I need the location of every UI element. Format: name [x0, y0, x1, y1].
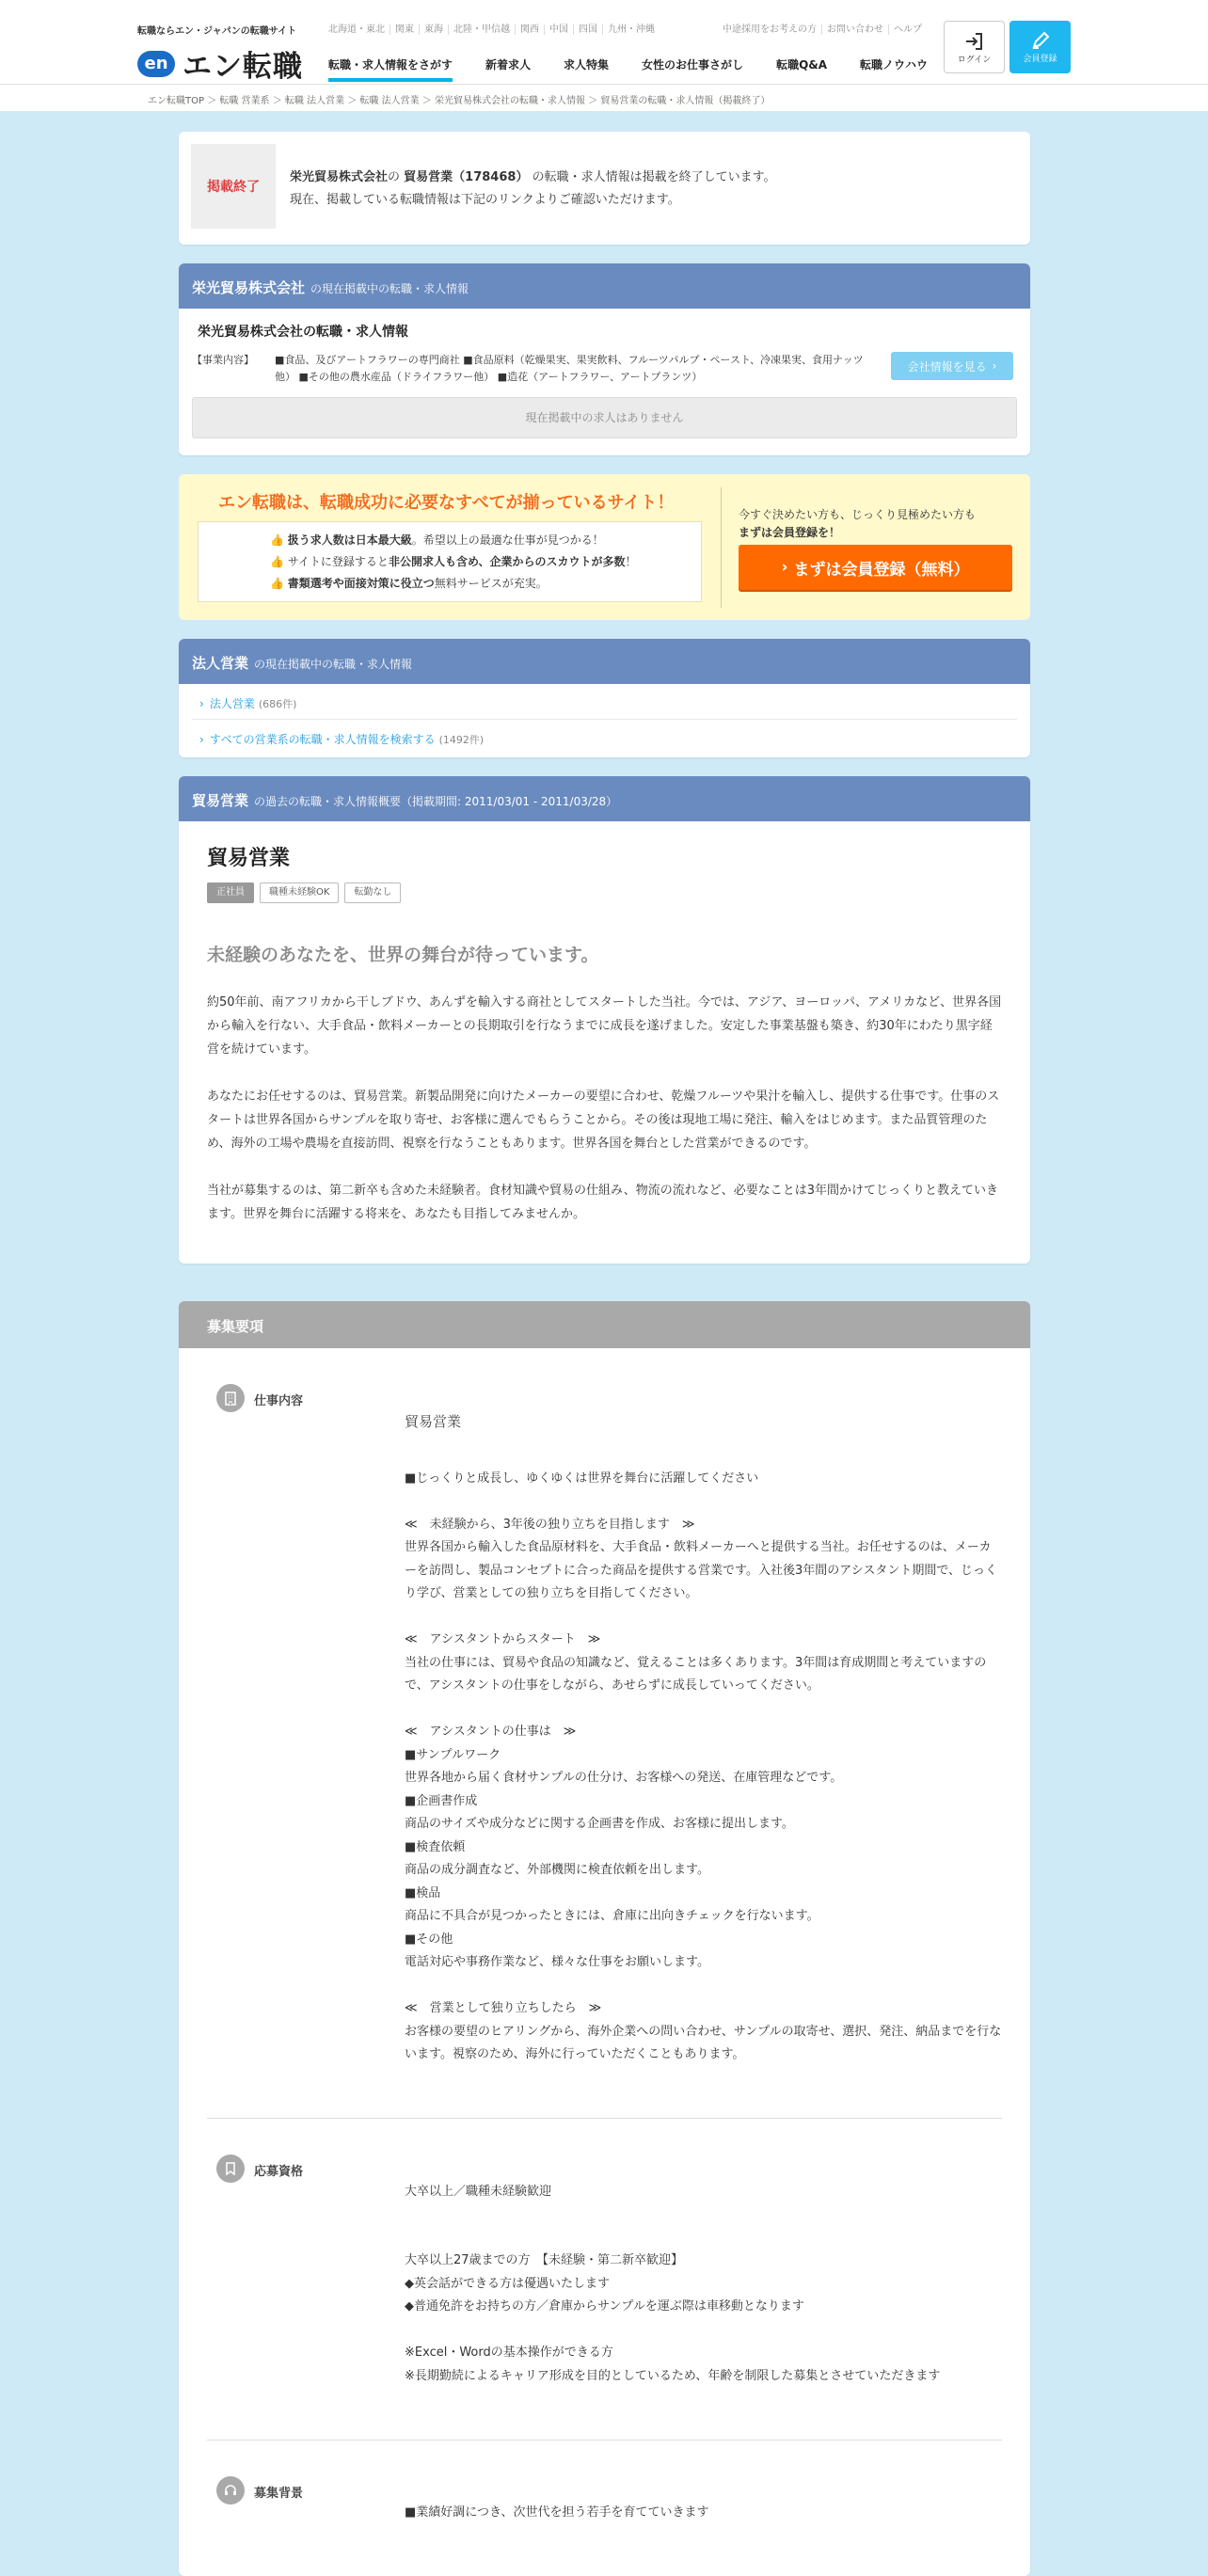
region-links: [328, 24, 660, 35]
company-info-button[interactable]: [891, 352, 1013, 380]
login-button[interactable]: [944, 21, 1005, 73]
global-nav: [328, 56, 961, 82]
register-free-button[interactable]: [739, 545, 1012, 590]
promo-features: [198, 521, 702, 602]
company-head-title: 栄光貿易株式会社: [192, 279, 305, 296]
utility-links: [723, 24, 927, 35]
business-description: ■食品、及びアートフラワーの専門商社 ■食品原料（乾燥果実、果実飲料、フルーツパルプ・ペースト、冷凍果実、食用ナッツ他） ■その他の農水産品（ドライフラワー他） ■造花（アートフラワー、アートプランツ）: [275, 352, 882, 386]
thumbs-up-icon: 👍: [270, 555, 288, 568]
category-head-suffix: の現在掲載中の転職・求人情報: [254, 658, 412, 671]
category-link[interactable]: › 法人営業 (686件): [192, 684, 1017, 720]
region-link[interactable]: 北海道・東北: [328, 24, 389, 35]
tag-no-transfer: 転勤なし: [344, 883, 401, 903]
summary-paragraph: 約50年前、南アフリカから干しブドウ、あんずを輸入する商社としてスタートした当社。今では、アジア、ヨーロッパ、アメリカなど、世界各国から輸入を行ない、大手食品・飲料メーカーとの長期取引を行なうまでに成長を遂げました。安定した事業基盤も築き、約30年にわたり黒字経営を続けています。: [207, 991, 1002, 1061]
requirements: [179, 1301, 1030, 2576]
tag-employment-type: 正社員: [207, 883, 254, 903]
req-label: 仕事内容: [254, 1384, 303, 1408]
region-link[interactable]: 北陸・甲信越: [448, 24, 515, 35]
promo-feature: 👍 書類選考や面接対策に役立つ無料サービスが充実。: [270, 573, 701, 595]
company-head-suffix: の現在掲載中の転職・求人情報: [310, 282, 469, 295]
register-label: 会員登録: [1023, 55, 1057, 64]
logo-text: エン転職: [183, 42, 303, 85]
job-title: 貿易営業: [207, 842, 1002, 871]
no-listings-message: 現在掲載中の求人はありません: [192, 397, 1017, 438]
req-first-line: ■業績好調につき、次世代を担う若手を育てていきます: [405, 2502, 1002, 2525]
region-link[interactable]: 中国: [544, 24, 573, 35]
promo-side-line1: 今すぐ決めたい方も、じっくり見極めたい方も: [739, 506, 976, 524]
chevron-right-icon: ›: [199, 697, 204, 710]
catch-copy: 未経験のあなたを、世界の舞台が待っています。: [207, 941, 1002, 966]
job-tags: [207, 883, 1002, 903]
summary-paragraph: 当社が募集するのは、第二新卒も含めた未経験者。食材知識や貿易の仕組み、物流の流れなど、必要なことは3年間かけてじっくりと教えていきます。世界を舞台に活躍する将来を、あなたも目指してみませんか。: [207, 1179, 1002, 1226]
promo-banner: [179, 474, 1030, 620]
region-link[interactable]: 関西: [515, 24, 544, 35]
req-label: 募集背景: [254, 2476, 303, 2501]
ended-job: 貿易営業（178468）: [404, 170, 528, 184]
req-first-line: 貿易営業: [405, 1410, 1002, 1434]
nav-women-jobs[interactable]: 女性のお仕事さがし: [642, 56, 743, 82]
bookmark-icon: [216, 2155, 245, 2183]
region-link[interactable]: 東海: [419, 24, 448, 35]
req-first-line: 大卒以上／職種未経験歓迎: [405, 2181, 1002, 2204]
nav-knowhow[interactable]: 転職ノウハウ: [860, 56, 928, 82]
req-label: 応募資格: [254, 2155, 303, 2179]
promo-title: エン転職は、転職成功に必要なすべてが揃っているサイト！: [218, 489, 674, 514]
promo-feature: 👍 サイトに登録すると非公開求人も含め、企業からのスカウトが多数！: [270, 551, 701, 573]
recruiter-link[interactable]: 中途採用をお考えの方: [723, 24, 821, 35]
promo-divider: [721, 487, 722, 608]
nav-search-jobs[interactable]: 転職・求人情報をさがす: [328, 56, 453, 82]
category-section-head: [179, 639, 1030, 684]
tag-inexperienced-ok: 職種未経験OK: [260, 883, 339, 903]
headset-icon: [216, 2476, 245, 2504]
req-row-background: [207, 2441, 1002, 2576]
chevron-right-icon: ›: [993, 359, 997, 373]
logo[interactable]: [137, 23, 303, 85]
region-link[interactable]: 関東: [389, 24, 419, 35]
login-label: ログイン: [958, 56, 992, 65]
chevron-right-icon: ›: [781, 558, 787, 577]
region-link[interactable]: 九州・沖縄: [602, 24, 660, 35]
thumbs-up-icon: 👍: [270, 577, 288, 590]
building-icon: [216, 1384, 245, 1412]
nav-new-jobs[interactable]: 新着求人: [485, 56, 531, 82]
summary-paragraph: あなたにお任せするのは、貿易営業。新製品開発に向けたメーカーの要望に合わせ、乾燥フルーツや果汁を輸入し、提供する仕事です。仕事のスタートは世界各国からサンプルを取り寄せ、お客様に選んでもらうことから。その後は現地工場に発注、輸入をはじめます。また品質管理のため、海外の工場や農場を直接訪問、視察を行なうこともあります。世界各国を舞台とした営業ができるのです。: [207, 1085, 1002, 1155]
logo-tagline: 転職ならエン・ジャパンの転職サイト: [137, 23, 303, 37]
ended-badge: 掲載終了: [191, 144, 276, 229]
contact-link[interactable]: お問い合わせ: [821, 24, 888, 35]
listing-ended-notice: [179, 132, 1030, 245]
category-head-title: 法人営業: [192, 655, 248, 672]
ended-company: 栄光貿易株式会社: [290, 170, 388, 184]
help-link[interactable]: ヘルプ: [888, 24, 927, 35]
requirements-head: 募集要項: [179, 1301, 1030, 1348]
company-current-listings: [179, 263, 1030, 455]
nav-features[interactable]: 求人特集: [564, 56, 609, 82]
promo-side-text: [739, 506, 976, 542]
main-content: [179, 132, 1030, 2576]
ended-message-line2: 現在、掲載している転職情報は下記のリンクよりご確認いただけます。: [290, 189, 776, 212]
summary-section-head: [179, 776, 1030, 821]
all-sales-link[interactable]: › すべての営業系の転職・求人情報を検索する (1492件): [192, 720, 1017, 755]
ended-message: の転職・求人情報は掲載を終了しています。: [532, 170, 776, 184]
company-section-head: [179, 263, 1030, 309]
promo-side-line2: まずは会員登録を！: [739, 526, 840, 539]
site-header: [0, 0, 1208, 85]
req-row-qualifications: [207, 2119, 1002, 2441]
chevron-right-icon: ›: [199, 733, 204, 746]
company-info-label: 会社情報を見る: [908, 358, 987, 374]
summary-head-suffix: の過去の転職・求人情報概要（掲載期間: 2011/03/01 - 2011/03/28）: [254, 795, 617, 808]
company-listing-title: 栄光貿易株式会社の転職・求人情報: [192, 322, 1017, 341]
promo-feature: 👍 扱う求人数は日本最大級。希望以上の最適な仕事が見つかる！: [270, 530, 701, 551]
pencil-icon: [1029, 29, 1052, 52]
register-button[interactable]: [1009, 21, 1071, 73]
register-free-label: まずは会員登録（無料）: [794, 556, 970, 580]
en-logo-mark: en: [137, 51, 175, 77]
category-current-listings: [179, 639, 1030, 757]
breadcrumb[interactable]: エン転職TOP ＞ 転職 営業系 ＞ 転職 法人営業 ＞ 転職 法人営業 ＞ 栄光貿易株式会社の転職・求人情報 ＞ 貿易営業の転職・求人情報（掲載終了）: [0, 85, 1208, 111]
ended-particle: の: [388, 170, 400, 184]
region-link[interactable]: 四国: [573, 24, 602, 35]
summary-head-title: 貿易営業: [192, 792, 248, 809]
req-body-text: 大卒以上27歳までの方 【未経験・第二新卒歓迎】 ◆英会話ができる方は優遇いたします ◆普通免許をお持ちの方／倉庫からサンプルを運ぶ際は車移動となります ※Excel・Wordの基本操作ができる方 ※長期勤続によるキャリア形成を目的としているため、年齢を制限した募集とさせていただきます: [405, 2227, 1002, 2389]
login-icon: [963, 30, 986, 53]
nav-qa[interactable]: 転職Q&A: [776, 56, 827, 82]
business-label: 【事業内容】: [192, 352, 254, 367]
req-body-text: ■じっくりと成長し、ゆくゆくは世界を舞台に活躍してください ≪ 未経験から、3年後の独り立ちを目指します ≫ 世界各国から輸入した食品原材料を、大手食品・飲料メーカーへと提供する当社。お任せするのは、メーカーを訪問し、製品コンセプトに合った商品を提供する営業です。入社後3年間のアシスタント期間で、じっくり学び、営業としての独り立ちを目指してください。 ≪ アシスタントからスタート ≫ 当社の仕事には、貿易や食品の知識など、覚えることは多くあります。3年間は育成期間と考えていますので、アシスタントの仕事をしながら、あせらずに成長していってください。 ≪ アシスタントの仕事は ≫ ■サンプルワーク 世界各地から届く食材サンプルの仕分け、お客様への発送、在庫管理などです。 ■企画書作成 商品のサイズや成分などに関する企画書を作成、お客様に提出します。 ■検査依頼 商品の成分調査など、外部機関に検査依頼を出します。 ■検品 商品に不具合が見つかったときには、倉庫に出向きチェックを行ないます。 ■その他 電話対応や事務作業など、様々な仕事をお願いします。 ≪ 営業として独り立ちしたら ≫ お客様の要望のヒアリングから、海外企業への問い合わせ、サンプルの取寄せ、選択、発注、納品までを行ないます。視察のため、海外に行っていただくこともあります。: [405, 1468, 1002, 2067]
thumbs-up-icon: 👍: [270, 533, 288, 547]
req-row-job-description: [207, 1348, 1002, 2119]
job-summary: [179, 776, 1030, 1264]
